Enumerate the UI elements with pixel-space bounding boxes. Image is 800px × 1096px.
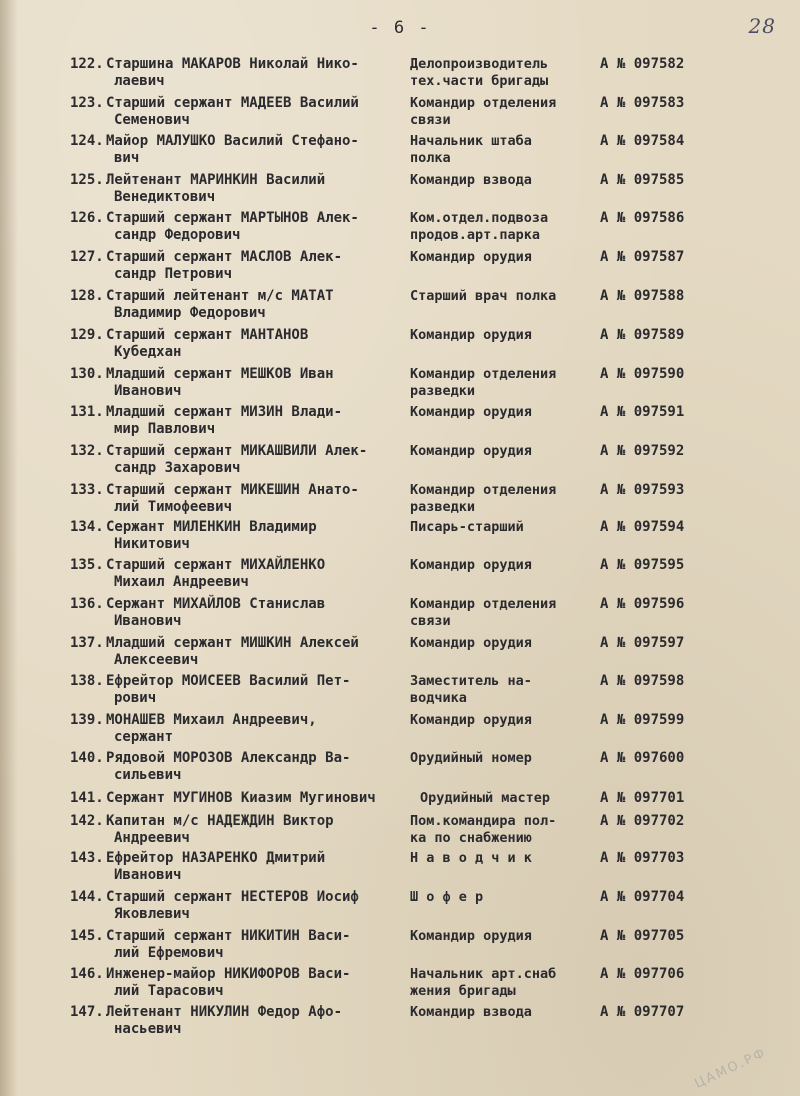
- entry-position-line2: продов.арт.парка: [410, 227, 541, 243]
- entry-position: [410, 673, 596, 707]
- entry-name-line2: лий Ефремович: [114, 945, 224, 961]
- entry-position-line1: Командир орудия: [410, 249, 532, 265]
- entry-name-line2: Иванович: [114, 383, 182, 399]
- entry-position-line2: полка: [410, 150, 451, 166]
- entry-position-line2: связи: [410, 112, 451, 128]
- entry-name-line2: лаевич: [114, 73, 165, 89]
- entry-name: [106, 596, 406, 630]
- entry-name-line1: Сержант МИХАЙЛОВ Станислав: [106, 596, 326, 612]
- entry-position-line1: Начальник арт.снаб: [410, 966, 557, 982]
- entry-position: [410, 813, 596, 847]
- entry-name: [106, 635, 406, 669]
- entry-position: [410, 519, 596, 536]
- entry-name-line1: Старший сержант МИХАЙЛЕНКО: [106, 557, 326, 573]
- entry-certificate-number: А № 097583: [600, 95, 685, 111]
- entry-name: [106, 443, 406, 477]
- entry-number: 122.: [70, 56, 104, 72]
- entry-name-line2: Иванович: [114, 867, 182, 883]
- entry-name: [106, 133, 406, 167]
- entry-name: [106, 790, 406, 807]
- entry-position: [410, 928, 596, 945]
- entry-certificate-number: А № 097704: [600, 889, 685, 905]
- entry-name: [106, 95, 406, 129]
- entry-name-line1: Рядовой МОРОЗОВ Александр Ва-: [106, 750, 351, 766]
- entry-name-line1: Старший сержант МАСЛОВ Алек-: [106, 249, 343, 265]
- entry-position: [410, 249, 596, 266]
- entry-name-line1: Сержант МИЛЕНКИН Владимир: [106, 519, 317, 535]
- entry-name-line2: сильевич: [114, 767, 182, 783]
- entry-position-line1: Командир орудия: [410, 443, 532, 459]
- entry-number: 129.: [70, 327, 104, 343]
- entry-name-line2: Кубедхан: [114, 344, 182, 360]
- entry-name-line2: сандр Федорович: [114, 227, 241, 243]
- entry-position: [410, 482, 596, 516]
- entry-name: [106, 366, 406, 400]
- entry-number: 146.: [70, 966, 104, 982]
- entry-position-line2: связи: [410, 613, 451, 629]
- entry-certificate-number: А № 097588: [600, 288, 685, 304]
- entry-name: [106, 482, 406, 516]
- entry-name-line2: сержант: [114, 729, 174, 745]
- entry-certificate-number: А № 097701: [600, 790, 685, 806]
- entry-number: 127.: [70, 249, 104, 265]
- entry-name: [106, 928, 406, 962]
- entry-number: 133.: [70, 482, 104, 498]
- entry-name-line1: Капитан м/с НАДЕЖДИН Виктор: [106, 813, 334, 829]
- entry-name: [106, 813, 406, 847]
- entry-name-line2: вич: [114, 150, 140, 166]
- page-number: - 6 -: [369, 18, 431, 38]
- entry-name-line1: Старший сержант МАДЕЕВ Василий: [106, 95, 359, 111]
- entry-position: [410, 596, 596, 630]
- entry-name: [106, 557, 406, 591]
- entry-certificate-number: А № 097591: [600, 404, 685, 420]
- entry-number: 141.: [70, 790, 104, 806]
- entry-certificate-number: А № 097703: [600, 850, 685, 866]
- entry-position-line2: водчика: [410, 690, 467, 706]
- entry-position-line2: разведки: [410, 383, 476, 399]
- entry-name-line1: Сержант МУГИНОВ Киазим Мугинович: [106, 790, 376, 806]
- entry-name-line2: Яковлевич: [114, 906, 190, 922]
- entry-position: [410, 712, 596, 729]
- entry-position: [410, 966, 596, 1000]
- entry-number: 137.: [70, 635, 104, 651]
- entry-name: [106, 850, 406, 884]
- entry-number: 144.: [70, 889, 104, 905]
- entry-name: [106, 750, 406, 784]
- entry-name-line2: лий Тимофеевич: [114, 499, 233, 515]
- entry-number: 136.: [70, 596, 104, 612]
- entry-position-line1: Командир отделения: [410, 95, 557, 111]
- entry-name-line1: Младший сержант МИЗИН Влади-: [106, 404, 343, 420]
- entry-certificate-number: А № 097705: [600, 928, 685, 944]
- entry-certificate-number: А № 097592: [600, 443, 685, 459]
- entry-name-line1: Младший сержант МЕШКОВ Иван: [106, 366, 334, 382]
- entry-certificate-number: А № 097586: [600, 210, 685, 226]
- entry-name-line2: мир Павлович: [114, 421, 216, 437]
- entry-position-line1: Орудийный номер: [410, 750, 532, 766]
- entry-number: 123.: [70, 95, 104, 111]
- entry-name-line2: сандр Петрович: [114, 266, 233, 282]
- entry-certificate-number: А № 097599: [600, 712, 685, 728]
- entry-position-line1: Начальник штаба: [410, 133, 532, 149]
- entry-name-line1: Старший сержант МИКАШВИЛИ Алек-: [106, 443, 368, 459]
- entry-name-line2: Никитович: [114, 536, 190, 552]
- entry-name-line2: лий Тарасович: [114, 983, 224, 999]
- entry-position-line1: Писарь-старший: [410, 519, 524, 535]
- entry-position: [410, 404, 596, 421]
- entry-name: [106, 889, 406, 923]
- entry-position-line1: Орудийный мастер: [420, 790, 551, 806]
- entry-number: 139.: [70, 712, 104, 728]
- entry-position-line1: Ком.отдел.подвоза: [410, 210, 549, 226]
- entry-number: 131.: [70, 404, 104, 420]
- entry-name: [106, 404, 406, 438]
- entry-position-line2: ка по снабжению: [410, 830, 532, 846]
- entry-certificate-number: А № 097590: [600, 366, 685, 382]
- entry-certificate-number: А № 097706: [600, 966, 685, 982]
- entry-position: [410, 889, 596, 906]
- entry-certificate-number: А № 097585: [600, 172, 685, 188]
- entry-position-line2: тех.части бригады: [410, 73, 549, 89]
- entry-position: [410, 133, 596, 167]
- entry-position: [410, 635, 596, 652]
- entry-name: [106, 712, 406, 746]
- entry-position-line1: Командир отделения: [410, 482, 557, 498]
- entry-name-line1: Старший сержант МИКЕШИН Анато-: [106, 482, 359, 498]
- entry-position-line1: Командир отделения: [410, 596, 557, 612]
- entry-position-line1: Командир орудия: [410, 404, 532, 420]
- entry-position-line1: Командир орудия: [410, 635, 532, 651]
- entry-certificate-number: А № 097707: [600, 1004, 685, 1020]
- entry-certificate-number: А № 097594: [600, 519, 685, 535]
- entry-number: 147.: [70, 1004, 104, 1020]
- entry-name-line2: Владимир Федорович: [114, 305, 266, 321]
- entry-certificate-number: А № 097596: [600, 596, 685, 612]
- entry-name-line1: Старший лейтенант м/с МАТАТ: [106, 288, 334, 304]
- entry-position-line1: Командир орудия: [410, 327, 532, 343]
- entry-name-line2: насьевич: [114, 1021, 182, 1037]
- entry-position-line1: Заместитель на-: [410, 673, 532, 689]
- entry-name-line2: Венедиктович: [114, 189, 216, 205]
- entry-position-line2: жения бригады: [410, 983, 516, 999]
- entry-name-line2: Алексеевич: [114, 652, 199, 668]
- entry-position-line1: Командир взвода: [410, 1004, 532, 1020]
- entry-name: [106, 249, 406, 283]
- entry-position: [410, 557, 596, 574]
- entry-name-line1: Ефрейтор МОИСЕЕВ Василий Пет-: [106, 673, 351, 689]
- entry-position: [410, 95, 596, 129]
- entry-position-line1: Командир отделения: [410, 366, 557, 382]
- entry-position-line1: Командир взвода: [410, 172, 532, 188]
- entry-position: [410, 288, 596, 305]
- entry-name-line1: Старший сержант МАРТЫНОВ Алек-: [106, 210, 359, 226]
- entry-certificate-number: А № 097702: [600, 813, 685, 829]
- entry-name: [106, 966, 406, 1000]
- archive-watermark: ЦАМО.РФ: [692, 1045, 770, 1092]
- entry-name-line1: Майор МАЛУШКО Василий Стефано-: [106, 133, 359, 149]
- entry-certificate-number: А № 097600: [600, 750, 685, 766]
- entry-name: [106, 673, 406, 707]
- entry-position: [410, 56, 596, 90]
- entry-number: 125.: [70, 172, 104, 188]
- entry-certificate-number: А № 097582: [600, 56, 685, 72]
- entry-name-line2: рович: [114, 690, 157, 706]
- entry-name: [106, 172, 406, 206]
- entry-name-line1: Инженер-майор НИКИФОРОВ Васи-: [106, 966, 351, 982]
- entry-number: 142.: [70, 813, 104, 829]
- entry-name-line1: Лейтенант МАРИНКИН Василий: [106, 172, 326, 188]
- entry-name-line2: Михаил Андреевич: [114, 574, 249, 590]
- entry-position-line1: Ш о ф е р: [410, 889, 484, 905]
- entry-certificate-number: А № 097584: [600, 133, 685, 149]
- entry-number: 140.: [70, 750, 104, 766]
- entry-number: 143.: [70, 850, 104, 866]
- entry-position: [410, 443, 596, 460]
- entry-position-line1: Командир орудия: [410, 712, 532, 728]
- entry-name-line1: Старший сержант НИКИТИН Васи-: [106, 928, 351, 944]
- entry-name: [106, 288, 406, 322]
- entry-name-line1: Младший сержант МИШКИН Алексей: [106, 635, 359, 651]
- entry-certificate-number: А № 097597: [600, 635, 685, 651]
- entry-number: 135.: [70, 557, 104, 573]
- entry-number: 128.: [70, 288, 104, 304]
- entry-position-line1: Пом.командира пол-: [410, 813, 557, 829]
- entry-name: [106, 56, 406, 90]
- entry-number: 130.: [70, 366, 104, 382]
- entry-name: [106, 519, 406, 553]
- entry-name-line2: Андреевич: [114, 830, 190, 846]
- entry-number: 126.: [70, 210, 104, 226]
- entry-name-line1: МОНАШЕВ Михаил Андреевич,: [106, 712, 317, 728]
- entry-name-line1: Старший сержант МАНТАНОВ: [106, 327, 309, 343]
- entry-number: 132.: [70, 443, 104, 459]
- entry-name-line1: Старший сержант НЕСТЕРОВ Иосиф: [106, 889, 359, 905]
- entry-number: 124.: [70, 133, 104, 149]
- entry-certificate-number: А № 097593: [600, 482, 685, 498]
- entry-position: [410, 210, 596, 244]
- entry-position-line1: Командир орудия: [410, 557, 532, 573]
- entry-name: [106, 1004, 406, 1038]
- entry-certificate-number: А № 097587: [600, 249, 685, 265]
- sheet-number-handwritten: 28: [748, 14, 776, 38]
- entry-name-line2: Семенович: [114, 112, 190, 128]
- entry-position: [410, 850, 596, 867]
- entry-position: [410, 327, 596, 344]
- page-edge-shadow: [0, 0, 18, 1096]
- entry-number: 134.: [70, 519, 104, 535]
- entry-position-line1: Н а в о д ч и к: [410, 850, 532, 866]
- entry-position: [410, 1004, 596, 1021]
- entry-certificate-number: А № 097595: [600, 557, 685, 573]
- entry-name: [106, 210, 406, 244]
- entry-name-line2: сандр Захарович: [114, 460, 241, 476]
- entry-number: 145.: [70, 928, 104, 944]
- entry-name-line1: Ефрейтор НАЗАРЕНКО Дмитрий: [106, 850, 326, 866]
- entry-position-line1: Старший врач полка: [410, 288, 557, 304]
- entry-name: [106, 327, 406, 361]
- entry-position-line2: разведки: [410, 499, 476, 515]
- entry-position-line1: Командир орудия: [410, 928, 532, 944]
- entry-name-line1: Лейтенант НИКУЛИН Федор Афо-: [106, 1004, 343, 1020]
- entry-position: [420, 790, 606, 807]
- entry-position-line1: Делопроизводитель: [410, 56, 549, 72]
- entry-number: 138.: [70, 673, 104, 689]
- entry-position: [410, 366, 596, 400]
- entry-position: [410, 750, 596, 767]
- entry-name-line2: Иванович: [114, 613, 182, 629]
- entry-position: [410, 172, 596, 189]
- entry-certificate-number: А № 097589: [600, 327, 685, 343]
- entry-name-line1: Старшина МАКАРОВ Николай Нико-: [106, 56, 359, 72]
- entry-certificate-number: А № 097598: [600, 673, 685, 689]
